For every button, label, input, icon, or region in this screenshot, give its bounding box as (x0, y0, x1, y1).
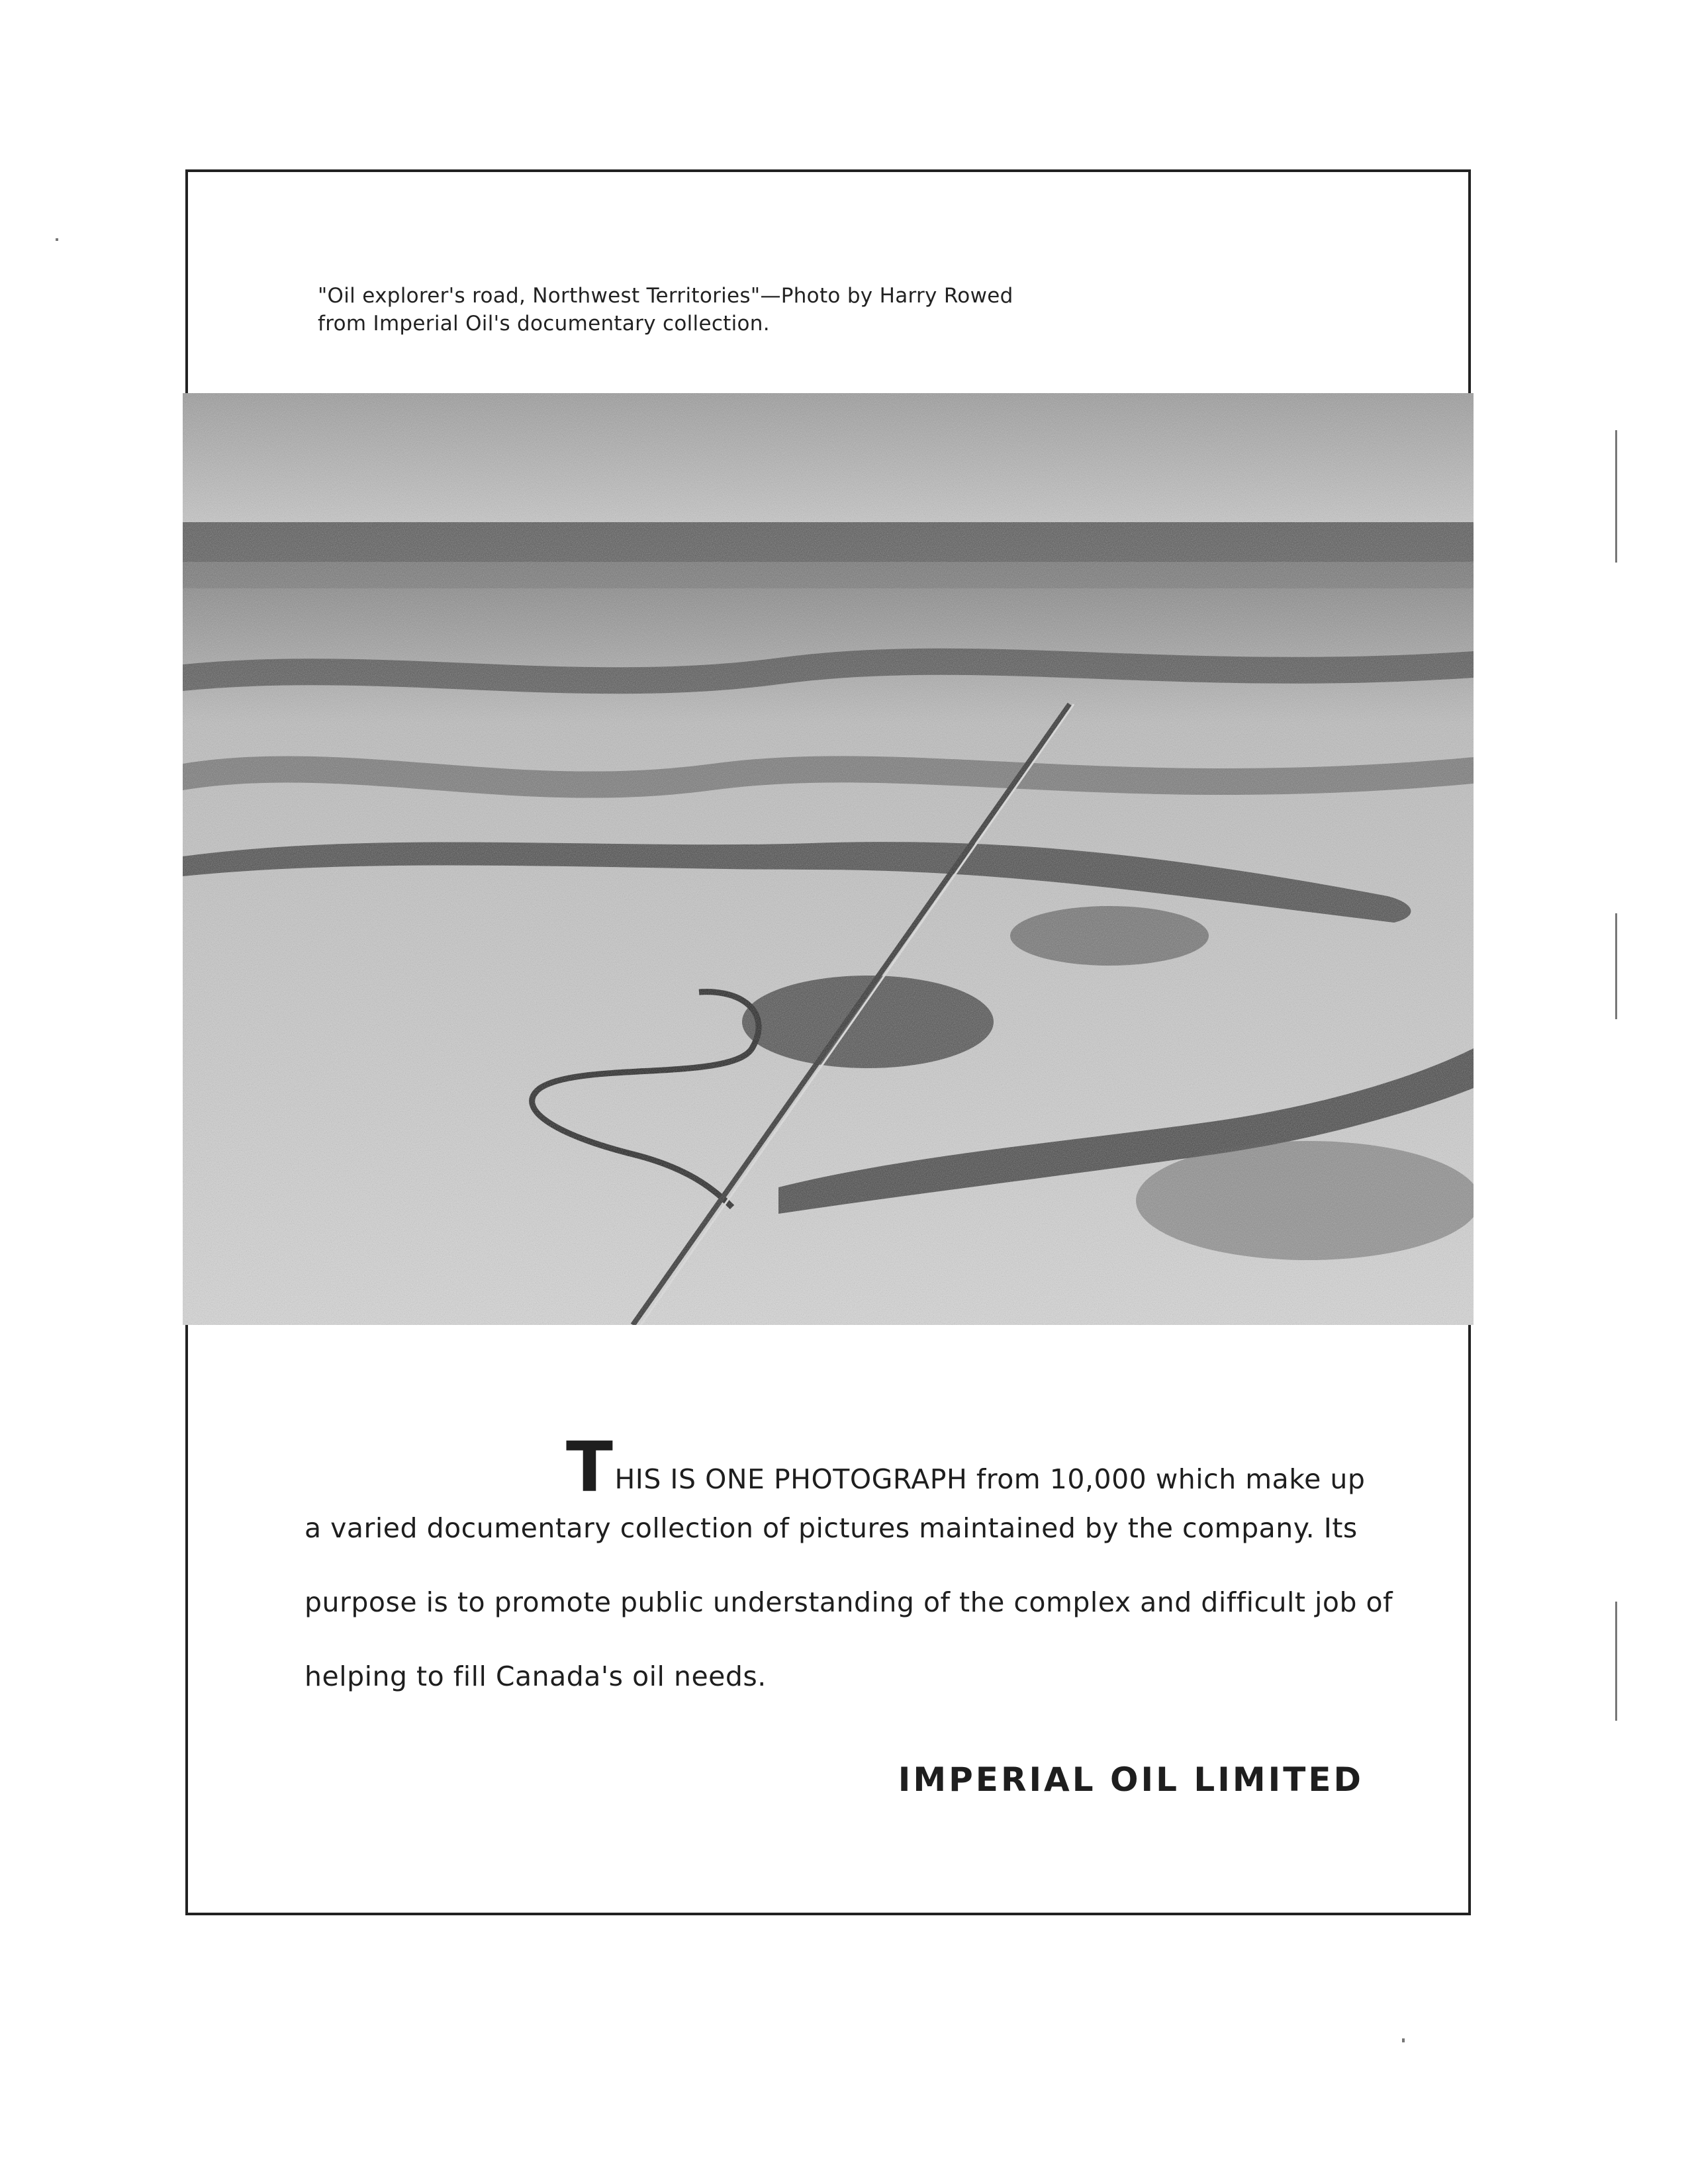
scan-mark (1615, 1602, 1617, 1721)
scan-mark (56, 238, 58, 241)
company-signature: IMPERIAL OIL LIMITED (898, 1760, 1364, 1799)
scan-mark (1615, 913, 1617, 1019)
caption-line-1: "Oil explorer's road, Northwest Territories"—Photo by Harry Rowed (318, 284, 1013, 308)
drop-cap: T (566, 1427, 614, 1508)
scan-mark (1615, 430, 1617, 563)
body-line-2: a varied documentary collection of pictures maintained by the company. Its (305, 1512, 1358, 1544)
aerial-photograph (183, 393, 1474, 1325)
aerial-photograph-drawing (183, 393, 1474, 1325)
caption-line-2: from Imperial Oil's documentary collection. (318, 312, 770, 336)
body-line-1 (566, 1427, 1366, 1508)
body-line-3: purpose is to promote public understanding of the complex and difficult job of (305, 1586, 1393, 1618)
body-line-4: helping to fill Canada's oil needs. (305, 1661, 767, 1692)
body-line-1-text: HIS IS ONE PHOTOGRAPH from 10,000 which make up (614, 1463, 1366, 1495)
photo-caption (318, 282, 1112, 338)
scan-mark (1402, 2038, 1405, 2042)
